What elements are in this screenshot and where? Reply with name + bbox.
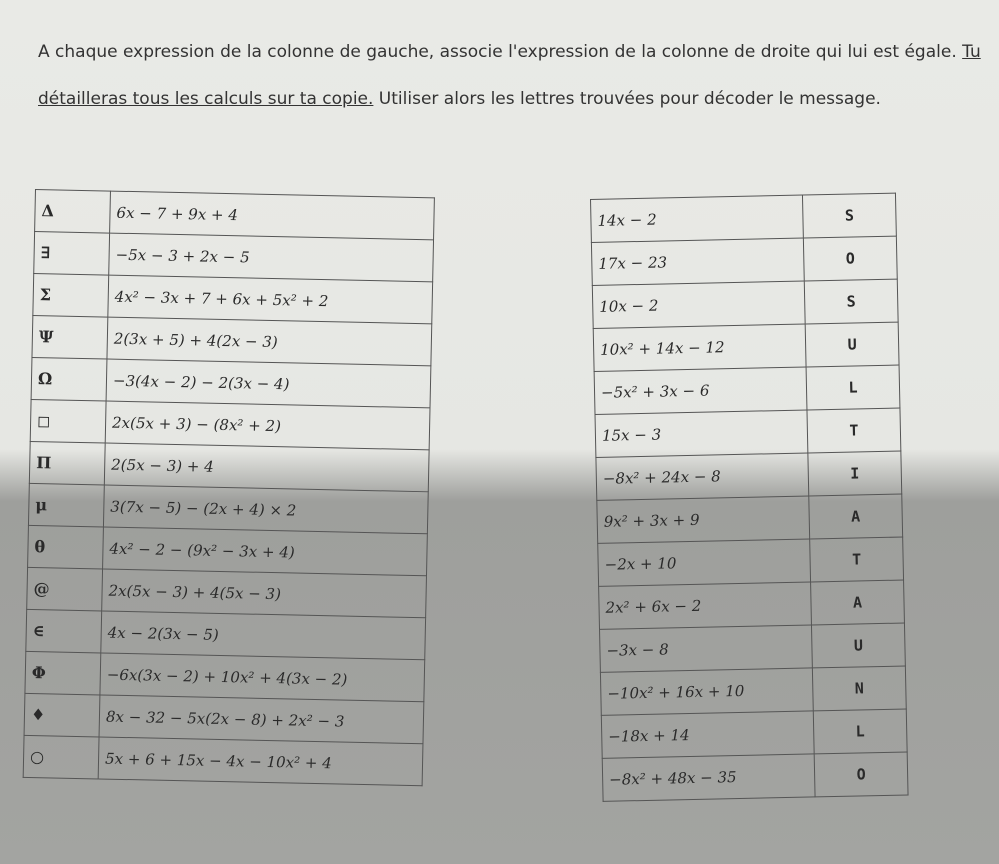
expression-cell: 2x(5x − 3) + 4(5x − 3) xyxy=(102,569,427,618)
symbol-cell: θ xyxy=(28,525,104,569)
letter-cell: L xyxy=(806,365,900,410)
symbol-cell: Δ xyxy=(35,190,111,234)
expression-cell: 2(5x − 3) + 4 xyxy=(104,443,429,492)
symbol-cell: Ψ xyxy=(32,315,108,359)
expression-cell: 4x² − 3x + 7 + 6x + 5x² + 2 xyxy=(108,275,433,324)
symbol-cell: ◻ xyxy=(30,399,106,443)
table-row xyxy=(598,537,904,586)
expression-cell: −8x² + 24x − 8 xyxy=(596,453,809,500)
letter-cell: L xyxy=(813,709,907,754)
expression-cell: −2x + 10 xyxy=(598,539,811,586)
symbol-cell: ∈ xyxy=(26,609,102,653)
symbol-cell: ∃ xyxy=(34,232,110,276)
symbol-cell: μ xyxy=(28,483,104,527)
table-row xyxy=(593,322,899,371)
table-row xyxy=(600,666,906,715)
expression-cell: 3(7x − 5) − (2x + 4) × 2 xyxy=(103,485,428,534)
letter-cell: S xyxy=(802,193,896,238)
expression-cell: 2x² + 6x − 2 xyxy=(599,582,812,629)
expression-cell: 9x² + 3x + 9 xyxy=(597,496,810,543)
left-table xyxy=(23,189,435,786)
table-row xyxy=(591,236,897,285)
letter-cell: T xyxy=(807,408,901,453)
expression-cell: −3x − 8 xyxy=(600,625,813,672)
symbol-cell: ♦ xyxy=(24,693,100,737)
expression-cell: 2x(5x + 3) − (8x² + 2) xyxy=(105,401,430,450)
instructions xyxy=(38,29,988,123)
table-row xyxy=(600,623,906,672)
expression-cell: −5x − 3 + 2x − 5 xyxy=(109,233,434,282)
letter-cell: N xyxy=(812,666,906,711)
expression-cell: −18x + 14 xyxy=(601,711,814,758)
symbol-cell: Φ xyxy=(25,651,101,695)
instructions-part2: Utiliser alors les lettres trouvées pour décoder le message. xyxy=(373,89,881,109)
expression-cell: −10x² + 16x + 10 xyxy=(600,668,813,715)
expression-cell: 4x − 2(3x − 5) xyxy=(101,611,426,660)
symbol-cell: Σ xyxy=(33,273,109,317)
expression-cell: 15x − 3 xyxy=(595,410,808,457)
letter-cell: U xyxy=(805,322,899,367)
instructions-underlined: Tu détailleras tous les calculs sur ta copie. xyxy=(38,42,981,109)
table-row xyxy=(595,408,901,457)
expression-cell: 17x − 23 xyxy=(591,238,804,285)
letter-cell: U xyxy=(811,623,905,668)
right-table xyxy=(590,193,909,802)
symbol-cell: @ xyxy=(27,567,103,611)
table-row xyxy=(23,735,423,785)
table-row xyxy=(597,494,903,543)
expression-cell: 4x² − 2 − (9x² − 3x + 4) xyxy=(103,527,428,576)
symbol-cell: Ω xyxy=(31,357,107,401)
letter-cell: A xyxy=(811,580,905,625)
letter-cell: O xyxy=(803,236,897,281)
table-row xyxy=(602,752,908,801)
letter-cell: O xyxy=(814,752,908,797)
table-row xyxy=(594,365,900,414)
expression-cell: −3(4x − 2) − 2(3x − 4) xyxy=(106,359,431,408)
table-row xyxy=(599,580,905,629)
table-row xyxy=(591,193,897,242)
table-row xyxy=(601,709,907,758)
table-row xyxy=(592,279,898,328)
expression-cell: 5x + 6 + 15x − 4x − 10x² + 4 xyxy=(98,737,423,786)
letter-cell: I xyxy=(808,451,902,496)
instructions-part1: A chaque expression de la colonne de gauche, associe l'expression de la colonne de droite qui lui est égale. xyxy=(38,42,963,62)
expression-cell: 14x − 2 xyxy=(591,195,804,242)
expression-cell: −8x² + 48x − 35 xyxy=(602,754,815,801)
table-row xyxy=(596,451,902,500)
expression-cell: −6x(3x − 2) + 10x² + 4(3x − 2) xyxy=(100,653,425,702)
expression-cell: −5x² + 3x − 6 xyxy=(594,367,807,414)
expression-cell: 10x² + 14x − 12 xyxy=(593,324,806,371)
letter-cell: T xyxy=(810,537,904,582)
symbol-cell: ○ xyxy=(23,735,99,779)
expression-cell: 10x − 2 xyxy=(592,281,805,328)
expression-cell: 8x − 32 − 5x(2x − 8) + 2x² − 3 xyxy=(99,695,424,744)
symbol-cell: Π xyxy=(29,441,105,485)
expression-cell: 2(3x + 5) + 4(2x − 3) xyxy=(107,317,432,366)
letter-cell: S xyxy=(804,279,898,324)
expression-cell: 6x − 7 + 9x + 4 xyxy=(110,191,435,240)
letter-cell: A xyxy=(809,494,903,539)
